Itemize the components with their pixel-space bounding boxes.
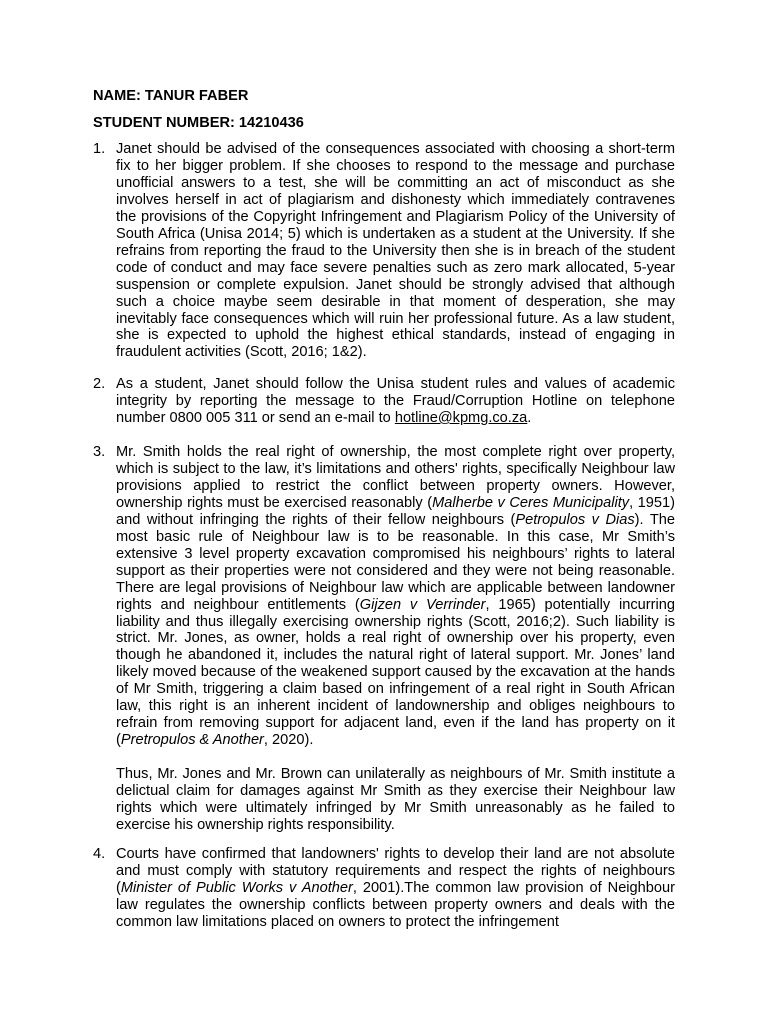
case-citation: Gijzen v Verrinder [359,596,486,613]
list-item-3 [93,444,675,834]
list-item-text [116,444,675,834]
list-item-number: 4. [93,846,106,862]
list-item-number: 2. [93,376,106,392]
text-segment: Mr. Smith holds the real right of ownership, the most complete right over property, which is subject to the law, it’s limitations and others' rights, specifically Neighbour law provisions applied to restrict the conflict between property owners. However, ownership rights must be exercised reasonably ( [116,444,675,511]
case-citation: Malherbe v Ceres Municipality [432,494,630,511]
list-item-1 [93,141,675,361]
email-link[interactable]: hotline@kpmg.co.za [394,409,528,426]
list-item-text [116,376,675,427]
student-name: NAME: TANUR FABER [93,88,249,104]
text-segment: , 1965) potentially incurring liability and thus illegally exercising ownership rights (Scott, 2016;2). Such liability is strict. Mr. Jones, as owner, holds a real right of ownership over his property, even though he abandoned it, includes the natural right of lateral support. Mr. Jones’ land likely moved because of the weakened support caused by the excavation at the hands of Mr Smith, triggering a claim based on infringement of a real right in South African law, this right is an inherent incident of landownership and obliges neighbours to refrain from removing support for adjacent land, even if the land has property on it ( [116,596,675,749]
student-number: STUDENT NUMBER: 14210436 [93,115,304,131]
text-segment: ). The most basic rule of Neighbour law is to be reasonable. In this case, Mr Smith’s extensive 3 level property excavation compromised his neighbours’ rights to lateral support as their properties were not considered and they were not being reasonable. There are legal provisions of Neighbour law which are applicable between landowner rights and neighbour entitlements ( [116,511,675,613]
paragraph: Thus, Mr. Jones and Mr. Brown can unilaterally as neighbours of Mr. Smith institute a delictual claim for damages against Mr Smith as they exercise their Neighbour law rights which were ultimately infringed by Mr Smith unreasonably as he failed to exercise his ownership rights responsibility. [116,766,675,833]
list-item-4 [93,846,675,931]
case-citation: Petropulos v Dias [515,511,635,528]
list-item-number: 3. [93,444,106,460]
text-segment: . [527,409,532,426]
text-segment: , 2020). [263,732,314,749]
case-citation: Pretropulos & Another [120,732,264,749]
text-segment: , 2001).The common law provision of Neighbour law regulates the ownership conflicts between property owners and deals with the common law limitations placed on owners to protect the infringement [116,879,675,930]
list-item-text [116,846,675,931]
text-segment: Courts have confirmed that landowners' rights to develop their land are not absolute and must comply with statutory requirements and respect the rights of neighbours ( [116,846,675,896]
case-citation: Minister of Public Works v Another [120,879,353,896]
paragraph [116,444,675,749]
text-segment: As a student, Janet should follow the Unisa student rules and values of academic integrity by reporting the message to the Fraud/Corruption Hotline on telephone number 0800 005 311 or send an e-mail to [116,376,675,426]
list-item-number: 1. [93,141,106,157]
list-item-text: Janet should be advised of the consequences associated with choosing a short-term fix to her bigger problem. If she chooses to respond to the message and purchase unofficial answers to a test, she will be committing an act of misconduct as she involves herself in act of plagiarism and dishonesty which immediately contravenes the provisions of the Copyright Infringement and Plagiarism Policy of the University of South Africa (Unisa 2014; 5) which is undertaken as a student at the University. If she refrains from reporting the fraud to the University then she is in breach of the student code of conduct and may face severe penalties such as zero mark allocated, 5-year suspension or complete expulsion. Janet should be strongly advised that although such a choice maybe seem desirable in that moment of desperation, she may inevitably face consequences which will ruin her professional future. As a law student, she is expected to uphold the highest ethical standards, instead of engaging in fraudulent activities (Scott, 2016; 1&2). [116,141,675,361]
list-item-2 [93,376,675,427]
text-segment: , 1951) and without infringing the rights of their fellow neighbours ( [116,494,675,528]
